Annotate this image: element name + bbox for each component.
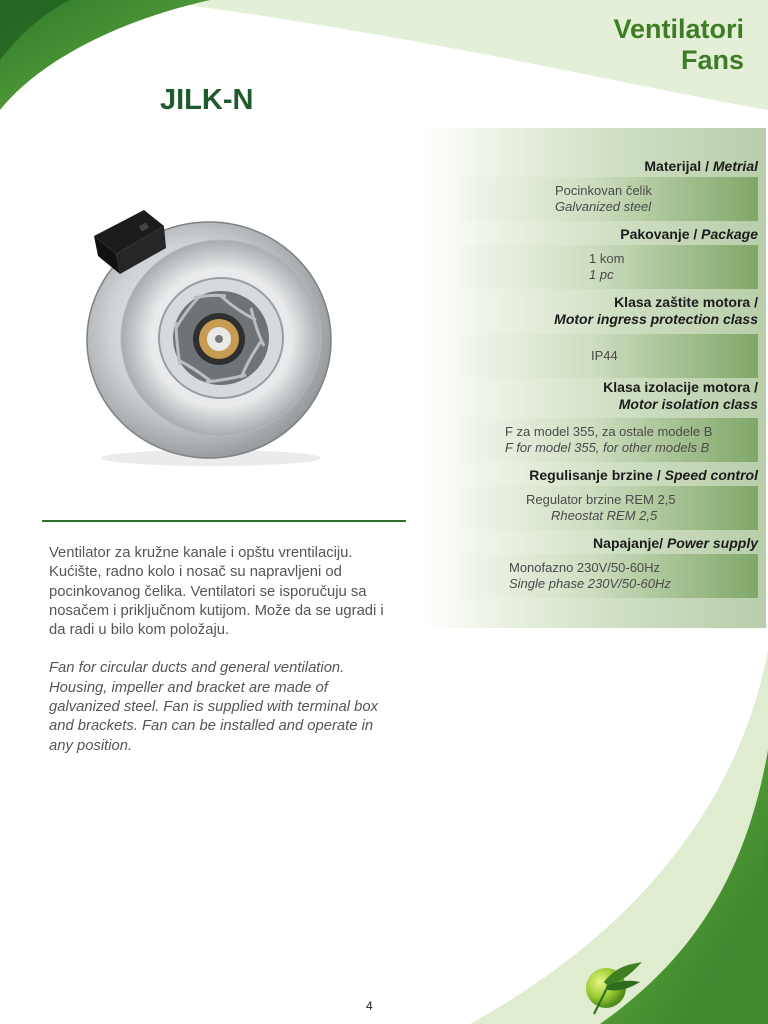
spec-value-sr: Regulator brzine REM 2,5	[526, 492, 676, 507]
spec-heading-speed-control	[424, 467, 766, 484]
spec-value-isolation-class	[458, 418, 758, 462]
spec-label-en: Power supply	[666, 535, 758, 551]
model-name: JILK-N	[160, 84, 254, 116]
spec-value-material	[458, 177, 758, 221]
spec-label-sr: Klasa zaštite motora /	[614, 294, 758, 310]
spec-heading-material	[424, 158, 766, 175]
product-description	[49, 544, 399, 775]
spec-heading-ingress-protection	[424, 294, 766, 328]
spec-value-sr: F za model 355, za ostale modele B	[505, 424, 713, 439]
spec-value-en: Galvanized steel	[555, 199, 652, 214]
spec-value-en: Rheostat REM 2,5	[551, 508, 658, 523]
spec-heading-isolation-class	[424, 379, 766, 413]
description-english: Fan for circular ducts and general ventilation. Housing, impeller and bracket are made of galvanized steel. Fan is supplied with terminal box and brackets. Fan can be installed and operate in any position.	[49, 660, 378, 754]
page-header-title	[613, 14, 744, 76]
spec-value-sr: Pocinkovan čelik	[555, 183, 652, 198]
spec-value-en: F for model 355, for other models B	[505, 440, 710, 455]
spec-value-power-supply	[458, 554, 758, 598]
spec-label-sr: Napajanje/	[593, 535, 664, 551]
spec-value-ingress-protection	[458, 334, 758, 378]
section-divider	[42, 520, 406, 522]
spec-label-en: Speed control	[664, 467, 758, 483]
spec-heading-power-supply	[424, 535, 766, 552]
spec-label-en: Motor ingress protection class	[554, 311, 758, 327]
spec-label-sr: Pakovanje /	[620, 226, 698, 242]
product-image	[76, 200, 346, 470]
spec-table	[424, 128, 766, 598]
spec-heading-package	[424, 226, 766, 243]
spec-value-en: Single phase 230V/50-60Hz	[509, 576, 671, 591]
spec-label-en: Metrial	[712, 158, 758, 174]
header-title-line-2: Fans	[680, 45, 744, 75]
green-leaf-sphere-logo-icon	[584, 958, 646, 1020]
spec-label-sr: Klasa izolacije motora /	[603, 379, 758, 395]
spec-value-package	[458, 245, 758, 289]
description-serbian: Ventilator za kružne kanale i opštu vrentilaciju. Kućište, radno kolo i nosač su napravljeni od pocinkovanog čelika. Ventilatori se isporučuju sa nosačem i priključnom kutijom. Može da se ugradi i da radi u bilo kom položaju.	[49, 545, 384, 639]
spec-label-en: Motor isolation class	[618, 396, 758, 412]
header-title-line-1: Ventilatori	[613, 14, 744, 44]
spec-value-speed-control	[458, 486, 758, 530]
spec-label-en: Package	[701, 226, 758, 242]
spec-value-en: 1 pc	[589, 267, 614, 282]
spec-value-sr: 1 kom	[589, 251, 625, 266]
spec-label-sr: Regulisanje brzine /	[529, 467, 661, 483]
spec-value-sr: IP44	[591, 348, 618, 363]
page-number: 4	[366, 999, 373, 1013]
spec-value-sr: Monofazno 230V/50-60Hz	[509, 560, 661, 575]
spec-label-sr: Materijal /	[644, 158, 709, 174]
